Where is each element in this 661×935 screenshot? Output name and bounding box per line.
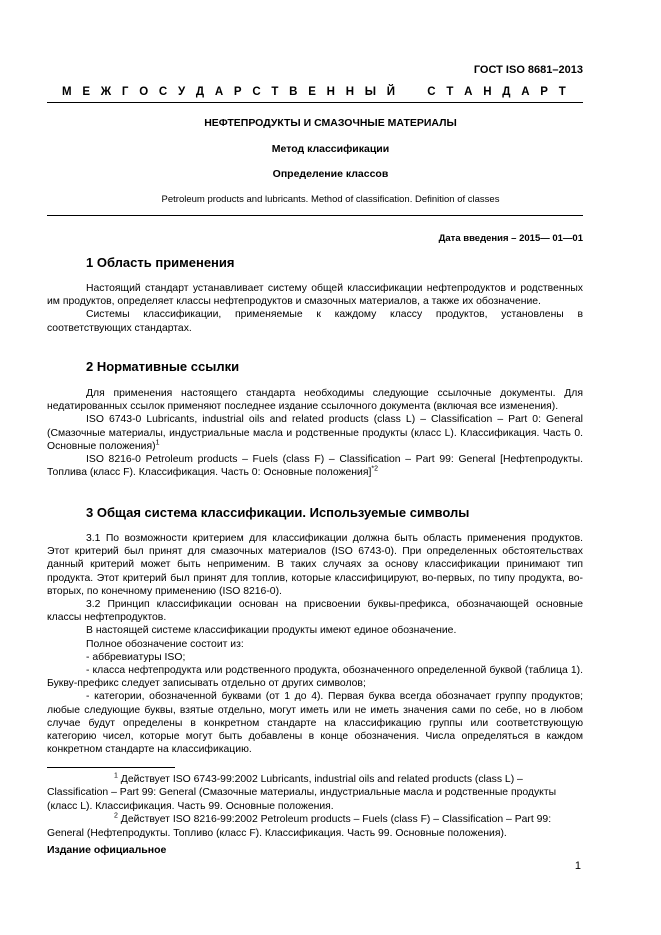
banner-letter: Ы (364, 86, 377, 98)
paragraph: Настоящий стандарт устанавливает систему общей классификации нефтепродуктов и родственных им продуктов, определяет классы нефтепродуктов и смазочных материалов, а также их обозначение. (47, 283, 583, 308)
banner-letter: Г (121, 86, 129, 98)
title-divider (47, 215, 583, 216)
banner-letter: С (252, 86, 261, 98)
paragraph: Для применения настоящего стандарта необходимы следующие ссылочные документы. Для недатированных ссылок применяют последнее издание ссылочного документа (включая все изменения). (47, 388, 583, 413)
footnotes (47, 773, 583, 840)
banner-letter: С (158, 86, 168, 98)
paragraph: В настоящей системе классификации продукты имеют единое обозначение. (86, 625, 457, 637)
banner-letter: А (214, 86, 224, 98)
english-title: Petroleum products and lubricants. Method of classification. Definition of classes (161, 194, 500, 205)
banner-letter: Т (446, 86, 454, 98)
banner-letter: Т (558, 86, 566, 98)
reference-text: ISO 6743-0 Lubricants, industrial oils and related products (class L) – Classification – Part 0: General (Смазочные материалы, индустриальные масла и родственные продукты (класс L). Классификация. Часть 0. Основные положения) (47, 414, 583, 452)
document-subtitle-definition: Определение классов (272, 168, 389, 180)
banner-letter: Р (233, 86, 242, 98)
banner-letter: О (139, 86, 149, 98)
footnote-1 (47, 773, 583, 813)
interstate-standard-banner (62, 86, 566, 98)
banner-letter: Е (308, 86, 316, 98)
banner-letter: В (289, 86, 298, 98)
banner-letter: Р (540, 86, 548, 98)
banner-letter: Й (386, 86, 396, 98)
document-subtitle-method: Метод классификации (271, 143, 390, 155)
reference-text: ISO 8216-0 Petroleum products – Fuels (class F) – Classification – Part 99: General [Нефтепродукты. Топлива (класс F). Классификация. Часть 0: Основные положения] (47, 454, 583, 479)
section-2-heading: 2 Нормативные ссылки (86, 359, 240, 374)
reference-iso-6743 (47, 413, 583, 453)
paragraph: Полное обозначение состоит из: (86, 638, 244, 650)
footnote-2 (47, 813, 583, 840)
list-item: - категории, обозначенной буквами (от 1 до 4). Первая буква всегда обозначает группу продуктов; любые следующие буквы, взятые отдельно, могут иметь или не иметь значения сами по себе, но в любом случае будут определены в конкретном стандарте на классификацию группы или соответствующую категорию чисел, которые могут быть добавлены в конце обозначения. Числа определяться в каждом конкретном стандарте на классификацию. (47, 691, 583, 756)
banner-letter: Д (195, 86, 205, 98)
list-item: - класса нефтепродукта или родственного продукта, обозначенного определенной буквой (таблица 1). Букву-префикс следует записывать отдельно от других символов; (47, 665, 583, 690)
footnote-divider (47, 767, 175, 768)
banner-letter: А (464, 86, 473, 98)
reference-iso-8216 (47, 453, 583, 479)
document-title: НЕФТЕПРОДУКТЫ И СМАЗОЧНЫЕ МАТЕРИАЛЫ (204, 117, 457, 129)
footnote-text: Действует ISO 6743-99:2002 Lubricants, industrial oils and related products (class L) – Classification – Part 99: General (Смазочные материалы, индустриальные масла и родственные продукты (класс L). Классификация. Часть 99. Основные положения. (47, 774, 557, 812)
banner-letter: Д (502, 86, 511, 98)
footnote-ref: *2 (371, 465, 378, 473)
header-divider (47, 102, 583, 103)
introduction-date: Дата введения – 2015— 01—01 (438, 233, 583, 244)
banner-letter: А (521, 86, 530, 98)
footnote-ref: 1 (155, 439, 160, 447)
banner-letter: Т (271, 86, 279, 98)
banner-letter: Ж (100, 86, 112, 98)
banner-letter: М (62, 86, 72, 98)
section-3-body (47, 532, 583, 756)
banner-letter: С (427, 86, 436, 98)
banner-letter: Н (326, 86, 335, 98)
section-1-heading: 1 Область применения (86, 255, 235, 270)
official-edition-label: Издание официальное (47, 844, 167, 856)
banner-letter: Е (82, 86, 91, 98)
footnote-mark: 2 (114, 812, 118, 820)
list-item: - аббревиатуры ISO; (86, 651, 186, 663)
footnote-text: Действует ISO 8216-99:2002 Petroleum products – Fuels (class F) – Classification – Part 99: General (Нефтепродукты. Топливо (класс F). Классификация. Часть 99. Основные положения). (47, 814, 552, 839)
document-code: ГОСТ ISO 8681–2013 (473, 64, 583, 76)
page-number: 1 (574, 860, 581, 872)
banner-letter: У (177, 86, 186, 98)
paragraph: 3.1 По возможности критерием для классификации должна быть область применения продуктов. Этот критерий был принят для смазочных материалов (ISO 6743-0). При определенных обстоятельствах данный критерий может быть неприменим. В таких случаях за основу классификации принимают тип продукта. Этот критерий был принят для топлив, которые классифицируют, во-первых, по типу продукта, во-вторых, по конечному применению (ISO 8216-0). (47, 533, 583, 597)
footnote-mark: 1 (114, 772, 118, 780)
banner-letter: Н (483, 86, 492, 98)
banner-letter: Н (345, 86, 355, 98)
paragraph: 3.2 Принцип классификации основан на присвоении буквы-префикса, обозначающей основные классы нефтепродуктов. (47, 599, 583, 624)
section-1-body (47, 282, 583, 335)
section-2-body (47, 387, 583, 479)
section-3-heading: 3 Общая система классификации. Используемые символы (86, 505, 470, 520)
paragraph: Системы классификации, применяемые к каждому классу продуктов, установлены в соответствующих стандартах. (47, 309, 583, 334)
